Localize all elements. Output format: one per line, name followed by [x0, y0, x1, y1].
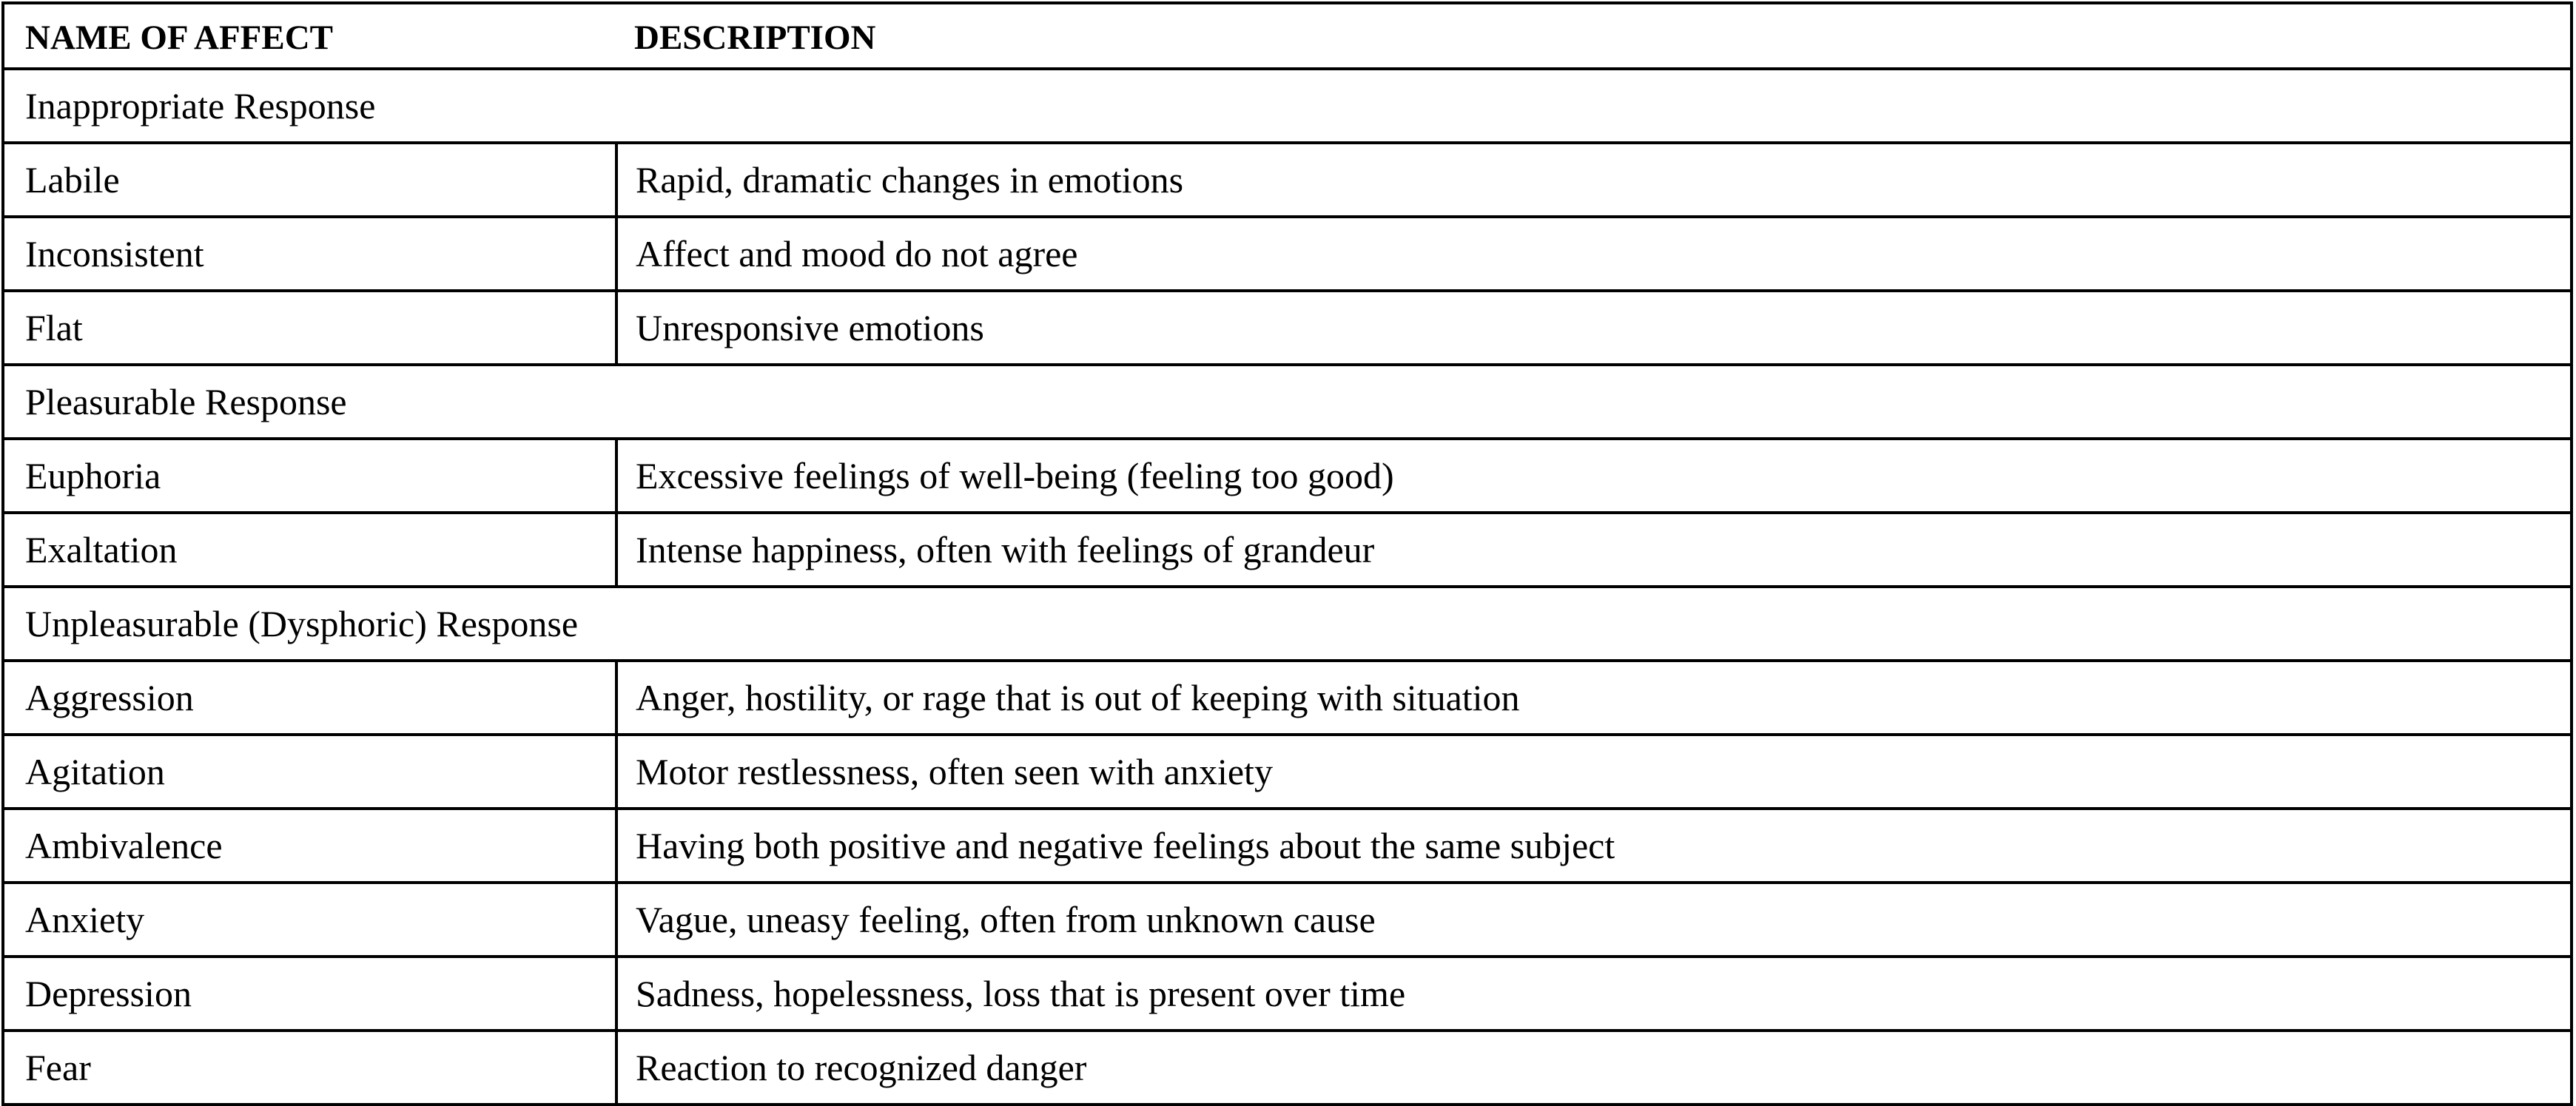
affect-name: Anxiety — [3, 883, 616, 957]
affect-description: Rapid, dramatic changes in emotions — [616, 143, 2572, 217]
header-row — [3, 3, 2572, 69]
table-body — [3, 69, 2572, 1105]
affect-name: Ambivalence — [3, 809, 616, 883]
section-title: Pleasurable Response — [3, 365, 2572, 439]
affect-name: Flat — [3, 291, 616, 365]
section-title: Unpleasurable (Dysphoric) Response — [3, 587, 2572, 661]
section-row-pleasurable-response — [3, 365, 2572, 439]
affect-name: Aggression — [3, 661, 616, 735]
table-row — [3, 291, 2572, 365]
affect-description: Excessive feelings of well-being (feeling too good) — [616, 439, 2572, 513]
table-row — [3, 735, 2572, 809]
affect-description: Unresponsive emotions — [616, 291, 2572, 365]
affect-description: Vague, uneasy feeling, often from unknown cause — [616, 883, 2572, 957]
affect-description: Reaction to recognized danger — [616, 1031, 2572, 1105]
section-title: Inappropriate Response — [3, 69, 2572, 143]
header-description: DESCRIPTION — [634, 18, 876, 57]
header-name-of-affect: NAME OF AFFECT — [25, 18, 334, 57]
section-row-inappropriate-response — [3, 69, 2572, 143]
affect-name: Exaltation — [3, 513, 616, 587]
affect-description: Sadness, hopelessness, loss that is present over time — [616, 957, 2572, 1031]
affect-description: Having both positive and negative feelings about the same subject — [616, 809, 2572, 883]
table-row — [3, 1031, 2572, 1105]
table-row — [3, 143, 2572, 217]
affect-name: Agitation — [3, 735, 616, 809]
affect-name: Inconsistent — [3, 217, 616, 291]
affect-table — [1, 1, 2573, 1106]
affect-description: Affect and mood do not agree — [616, 217, 2572, 291]
affect-name: Euphoria — [3, 439, 616, 513]
table-row — [3, 883, 2572, 957]
affect-description: Motor restlessness, often seen with anxiety — [616, 735, 2572, 809]
table-row — [3, 217, 2572, 291]
table-row — [3, 513, 2572, 587]
affect-description: Intense happiness, often with feelings of grandeur — [616, 513, 2572, 587]
table-header — [3, 3, 2572, 69]
affect-name: Depression — [3, 957, 616, 1031]
table-row — [3, 809, 2572, 883]
table-row — [3, 439, 2572, 513]
affect-description: Anger, hostility, or rage that is out of keeping with situation — [616, 661, 2572, 735]
section-row-unpleasurable-response — [3, 587, 2572, 661]
affect-name: Labile — [3, 143, 616, 217]
table-row — [3, 661, 2572, 735]
affect-name: Fear — [3, 1031, 616, 1105]
table-row — [3, 957, 2572, 1031]
